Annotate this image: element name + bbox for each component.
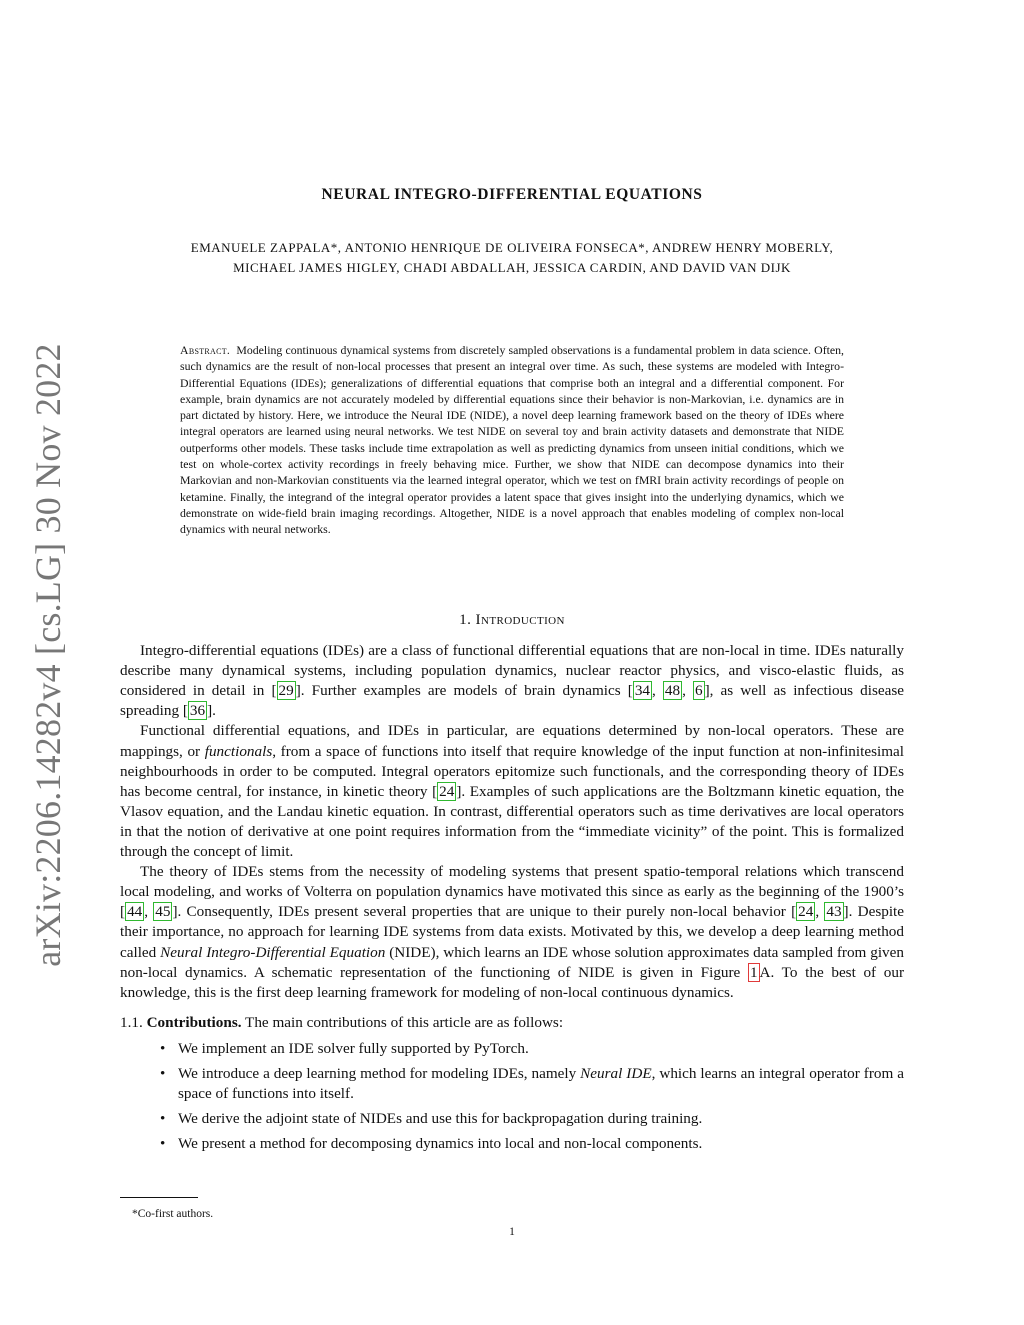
citation-link[interactable]: 44 xyxy=(127,903,143,921)
text-run: We implement an IDE solver fully supported by PyTorch. xyxy=(178,1039,529,1057)
text-run: . Consequently, IDEs present several properties that are unique to their purely non-local behavior xyxy=(177,903,792,921)
citation-link[interactable]: 29 xyxy=(278,682,294,700)
emphasis: functionals xyxy=(204,742,273,760)
abstract xyxy=(180,342,844,538)
intro-paragraph-2: Functional differential equations, and IDEs in particular, are equations determined by non-local operators. These are mappings, or functionals, from a space of functions into itself that require knowledge of the input function at non-infinitesimal neighbourhoods in order to be computed. Integral operators epitomize such functionals, and the corresponding theory of IDEs has become central, for instance, in kinetic theory [ 24 ]. Examples of such applications are the Boltzmann kinetic equation, the Vlasov equation, and the Landau kinetic equation. In contrast, differential operators such as time derivatives are local operators in that the notion of derivative at one point requires information from the “immediate vicinity” of the point. This is formalized through the concept of limit. xyxy=(120,722,904,861)
text-run: . Examples of such applications are the Boltzmann kinetic equation, the Vlasov equation, and the Landau kinetic equation. In contrast, differential operators such as time derivatives are local operators in that the notion of derivative at one point requires information from the “immediate vicinity” of the point. This is formalized through the concept of limit. xyxy=(120,782,904,861)
citation-link[interactable]: 6 xyxy=(694,682,703,700)
abstract-label: Abstract. xyxy=(180,343,231,357)
main-body xyxy=(120,610,904,1159)
text-run: . xyxy=(212,702,216,720)
contributions-list xyxy=(120,1039,904,1154)
citation-link[interactable]: 34 xyxy=(634,682,650,700)
section-heading-introduction: 1. Introduction xyxy=(459,611,565,628)
text-run: , from a space of functions into itself that require knowledge of the input function at non-infinitesimal neighbourhoods in order to be computed. Integral operators epitomize such functionals, and the corresponding theory of IDEs has become central, for instance, in kinetic theory xyxy=(120,742,904,800)
figure-link[interactable]: 1 xyxy=(749,963,758,981)
page-number: 1 xyxy=(509,1226,515,1238)
text-run: We introduce a deep learning method for modeling IDEs, namely xyxy=(178,1064,581,1082)
author-line-2: MICHAEL JAMES HIGLEY, CHADI ABDALLAH, JESSICA CARDIN, AND DAVID VAN DIJK xyxy=(233,260,791,275)
citation-link[interactable]: 43 xyxy=(826,903,842,921)
citation-link[interactable]: 24 xyxy=(798,903,814,921)
citation-link[interactable]: 48 xyxy=(664,682,681,700)
emphasis: Neural IDE xyxy=(580,1064,652,1082)
citation-link[interactable]: 24 xyxy=(439,782,455,800)
text-run: A. To the best of our knowledge, this is the first deep learning framework for modeling of non-local continuous dynamics. xyxy=(120,963,905,1001)
list-item xyxy=(178,1064,904,1104)
text-run: (NIDE), which learns an IDE whose solution approximates data sampled from given non-local dynamics. A schematic representation of the functioning of NIDE is given in Figure xyxy=(120,943,904,981)
intro-paragraph-1: Integro-differential equations (IDEs) are a class of functional differential equations that are non-local in time. IDEs naturally describe many dynamical systems, including population dynamics, nuclear reactor physics, and visco-elastic fluids, as considered in detail in [ 29 ]. Further examples are models of brain dynamics [ 34 , 48 , 6 ], as well as infectious disease spreading [ 36 ]. xyxy=(120,642,905,720)
text-run: Integro-differential equations (IDEs) are a class of functional differential equations that are non-local in time. IDEs naturally describe many dynamical systems, including population dynamics, nuclear reactor physics, and visco-elastic fluids, as considered in detail in xyxy=(120,642,904,700)
citation-link[interactable]: 45 xyxy=(155,903,171,921)
text-run: , which learns an integral operator from a space of functions into itself. xyxy=(178,1064,904,1103)
paper-title: NEURAL INTEGRO-DIFFERENTIAL EQUATIONS xyxy=(321,186,703,203)
text-run: The theory of IDEs stems from the necessity of modeling systems that present spatio-temporal relations which transcend local modeling, and works of Volterra on population dynamics have motivated this since as early as the beginning of the 1900’s xyxy=(120,863,904,901)
text-run: We derive the adjoint state of NIDEs and use this for backpropagation during training. xyxy=(178,1110,703,1128)
citation-link[interactable]: 36 xyxy=(189,702,206,720)
arxiv-stamp: arXiv:2206.14282v4 [cs.LG] 30 Nov 2022 xyxy=(28,343,68,967)
subsection-title: Contributions. xyxy=(146,1013,242,1031)
footnote: *Co-first authors. xyxy=(132,1208,214,1220)
subsection-heading-contributions xyxy=(120,1013,904,1033)
intro-paragraph-3: The theory of IDEs stems from the necessity of modeling systems that present spatio-temporal relations which transcend local modeling, and works of Volterra on population dynamics have motivated this since as early as the beginning of the 1900’s [ 44 , 45 ]. Consequently, IDEs present several properties that are unique to their purely non-local behavior [ 24 , 43 ]. Despite their importance, no approach for learning IDE systems from data exists. Motivated by this, we develop a deep learning method called Neural Integro-Differential Equation (NIDE), which learns an IDE whose solution approximates data sampled from given non-local dynamics. A schematic representation of the functioning of NIDE is given in Figure 1 A. To the best of our knowledge, this is the first deep learning framework for modeling of non-local continuous dynamics. xyxy=(120,863,905,1001)
text-run: . Further examples are models of brain dynamics xyxy=(300,682,628,700)
list-item xyxy=(178,1134,904,1154)
text-run: . Despite their importance, no approach for learning IDE systems from data exists. Motivated by this, we develop a deep learning method called xyxy=(120,903,905,961)
text-run: , as well as infectious disease spreading xyxy=(120,682,905,720)
emphasis: Neural Integro-Differential Equation xyxy=(160,943,386,961)
text-run: We present a method for decomposing dynamics into local and non-local components. xyxy=(178,1135,703,1153)
text-run: Functional differential equations, and IDEs in particular, are equations determined by non-local operators. These are mappings, or xyxy=(120,722,904,760)
author-list xyxy=(120,238,904,278)
footnote-divider xyxy=(120,1197,198,1198)
list-item xyxy=(178,1109,904,1129)
abstract-text: Modeling continuous dynamical systems from discretely sampled observations is a fundamental problem in data science. Often, such dynamics are the result of non-local processes that present an integral over time. As such, these systems are modeled with Integro-Differential Equations (IDEs); generalizations of differential equations that comprise both an integral and a differential component. For example, brain dynamics are not accurately modeled by differential equations since their behavior is non-Markovian, i.e. dynamics are in part dictated by history. Here, we introduce the Neural IDE (NIDE), a novel deep learning framework based on the theory of IDEs where integral operators are learned using neural networks. We test NIDE on several toy and brain activity datasets and demonstrate that NIDE outperforms other models. These tasks include time extrapolation as well as predicting dynamics from unseen initial conditions, which we test on whole-cortex activity recordings in freely behaving mice. Further, we show that NIDE can decompose dynamics into their Markovian and non-Markovian constituents via the learned integral operator, which we test on fMRI brain activity recordings of people on ketamine. Finally, the integrand of the integral operator provides a latent space that gives insight into the underlying dynamics, which we demonstrate on wide-field brain imaging recordings. Altogether, NIDE is a novel approach that enables modeling of complex non-local dynamics with neural networks. xyxy=(180,343,844,537)
subsection-number: 1.1. xyxy=(120,1013,143,1031)
list-item xyxy=(178,1039,904,1059)
author-line-1: EMANUELE ZAPPALA*, ANTONIO HENRIQUE DE OLIVEIRA FONSECA*, ANDREW HENRY MOBERLY, xyxy=(190,240,834,255)
subsection-intro: The main contributions of this article are as follows: xyxy=(241,1013,564,1031)
